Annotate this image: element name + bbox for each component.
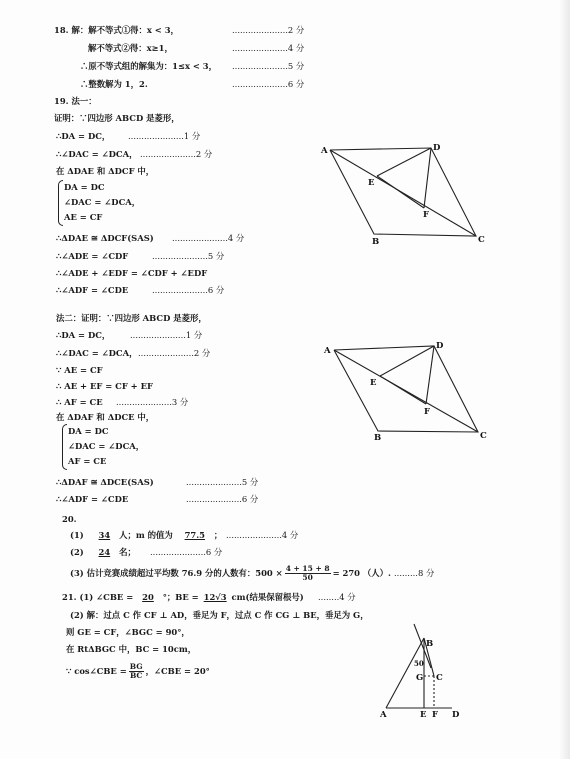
q19-m2-line3-score: .....................2 分 [138,348,211,358]
q19-m2-cond1: DA = DC [68,426,109,436]
q21-l5-end: ，∠CBE = 20° [145,666,210,676]
fig1-label-c: C [478,235,485,245]
q21-line4: 在 RtΔBGC 中，BC = 10cm， [66,644,197,654]
q18-line4-score: .....................6 分 [232,79,305,89]
q19-m1-line1: 证明：∵四边形 ABCD 是菱形， [54,113,180,123]
fig3-label-d: D [452,710,460,720]
q20-l2-num: (2) [70,547,84,557]
q19-m1-line3: ∴∠DAC = ∠DCA， [56,149,138,159]
fig2-label-a: A [324,346,331,356]
q19-m1-line8: ∴∠ADF = ∠CDE [56,285,129,295]
q18-line3-score: .....................5 分 [232,61,305,71]
q20-l1-end: ； [213,530,223,540]
q19-m1-line3-score: .....................2 分 [140,149,213,159]
q20-l3-text: (3) 估计竞赛成绩超过平均数 76.9 分的人数有：500 × [70,568,283,578]
q19-m2-line3: ∴∠DAC = ∠DCA， [56,348,138,358]
q21-l5-numerator: BG [129,662,143,671]
q21-l1-unit: cm(结果保留根号) [231,592,304,602]
q20-l2-text: 名； [119,547,136,557]
fig2-label-b: B [374,433,382,443]
q19-m1-line4: 在 ΔDAE 和 ΔDCF 中， [56,166,155,176]
q19-m1-cond3: AE = CF [64,212,103,222]
q19-m2-line7: 在 ΔDAF 和 ΔDCE 中， [56,412,155,422]
q19-rhombus-figure-2 [318,336,496,448]
q20-l1-answer-m: 77.5 [184,530,205,540]
q18-line2: 解不等式②得：x≥1， [88,43,173,53]
fig3-label-a: A [380,710,387,720]
q19-m2-line8: ∴ΔDAF ≅ ΔDCE(SAS) [56,477,154,487]
q19-m2-line8-score: .....................5 分 [186,477,259,487]
q21-l5-denominator: BC [129,671,143,680]
q18-line1: 18. 解：解不等式①得：x < 3， [54,25,179,35]
q21-l5-fraction [129,663,144,680]
q20-l3-numerator: 4 + 15 + 8 [285,564,330,573]
q20-l1-text: 人；m 的值为 [119,530,173,540]
q19-m1-line5: ∴ΔDAE ≅ ΔDCF(SAS) [56,233,154,243]
q21-l1-text: 21. (1) ∠CBE = [62,592,134,602]
scan-page-edge [558,0,570,759]
q19-m2-line4: ∵ AE = CF [56,365,103,375]
q19-m1-cond2: ∠DAC = ∠DCA， [64,197,141,207]
q19-title: 19. 法一： [54,96,97,106]
q19-m1-line8-score: .....................6 分 [152,285,225,295]
q18-line3: ∴原不等式组的解集为：1≤x < 3， [80,61,218,71]
fig2-label-c: C [480,431,487,441]
q21-line5 [66,660,210,682]
q19-m2-line2-score: .....................1 分 [130,330,203,340]
q21-line3: 则 GE = CF，∠BGC = 90°， [66,627,190,637]
q20-l1-answer-count: 34 [98,530,111,540]
q19-m2-cond3: AF = CE [68,456,107,466]
fig3-label-g: G [416,673,424,683]
fig3-label-b: B [426,639,434,649]
q19-m1-line6: ∴∠ADE = ∠CDF [56,251,129,261]
q18-line1-score: .....................2 分 [232,25,305,35]
q20-line1 [70,530,222,540]
q21-l5-text: ∵ cos∠CBE = [66,666,127,676]
q19-m1-cond1: DA = DC [64,182,105,192]
fig1-label-a: A [321,146,328,156]
q19-m1-brace [58,180,63,226]
q19-m1-line2: ∴DA = DC， [56,131,111,141]
q19-m2-cond2: ∠DAC = ∠DCA， [68,441,145,451]
fig2-label-d: D [436,341,444,351]
q21-line2: (2) 解：过点 C 作 CF ⊥ AD，垂足为 F，过点 C 作 CG ⊥ BE，垂足为 G， [70,610,369,620]
q19-m2-line5: ∴ AE + EF = CF + EF [56,381,153,391]
q19-m2-brace [62,424,67,470]
q18-line4: ∴整数解为 1，2. [80,79,148,89]
q20-line2 [70,547,136,557]
q19-m1-line7: ∴∠ADE + ∠EDF = ∠CDF + ∠EDF [56,268,208,278]
q19-m2-line9-score: .....................6 分 [186,494,259,504]
q20-l3-fraction [285,565,331,582]
q20-l3-denominator: 50 [302,573,313,582]
q19-m1-line6-score: .....................5 分 [152,251,225,261]
q21-line1 [62,592,304,602]
q19-m2-line2: ∴DA = DC， [56,330,111,340]
q20-line3 [70,562,391,584]
q19-m2-line9: ∴∠ADF = ∠CDE [56,494,129,504]
q21-l1-answer-angle: 20 [142,592,154,602]
q21-l1-mid: °；BE = [162,592,199,602]
q18-line2-score: .....................4 分 [232,43,305,53]
q19-m1-line5-score: .....................4 分 [172,233,245,243]
q19-m2-line6: ∴ AF = CE [56,397,103,407]
fig3-label-c: C [436,673,443,683]
fig1-label-b: B [372,237,380,247]
q20-line1-score: .....................4 分 [226,530,299,540]
q20-line3-score: .........8 分 [394,568,435,578]
q19-m2-line6-score: .....................3 分 [116,397,189,407]
fig3-label-e: E [420,710,427,720]
q19-m1-line2-score: .....................1 分 [128,131,201,141]
q20-l3-result: = 270 （人）. [332,568,391,578]
fig3-label-f: F [432,710,439,720]
q21-l1-answer-be: 12√3 [203,592,227,602]
fig2-label-f: F [424,407,431,417]
fig2-label-e: E [370,378,377,388]
fig1-label-d: D [433,143,441,153]
q21-line1-score: ........4 分 [318,592,356,602]
q21-triangle-figure [376,620,468,720]
q20-l1-num: (1) [70,530,84,540]
q19-m2-line1: 法二：证明：∵四边形 ABCD 是菱形， [56,313,207,323]
fig1-label-f: F [423,210,430,220]
q20-l2-answer: 24 [98,547,111,557]
q20-line2-score: .....................6 分 [150,547,223,557]
fig1-label-e: E [368,178,375,188]
q19-rhombus-figure-1 [318,138,496,250]
fig3-label-angle: 50 [414,659,424,668]
q20-title: 20. [62,514,77,524]
